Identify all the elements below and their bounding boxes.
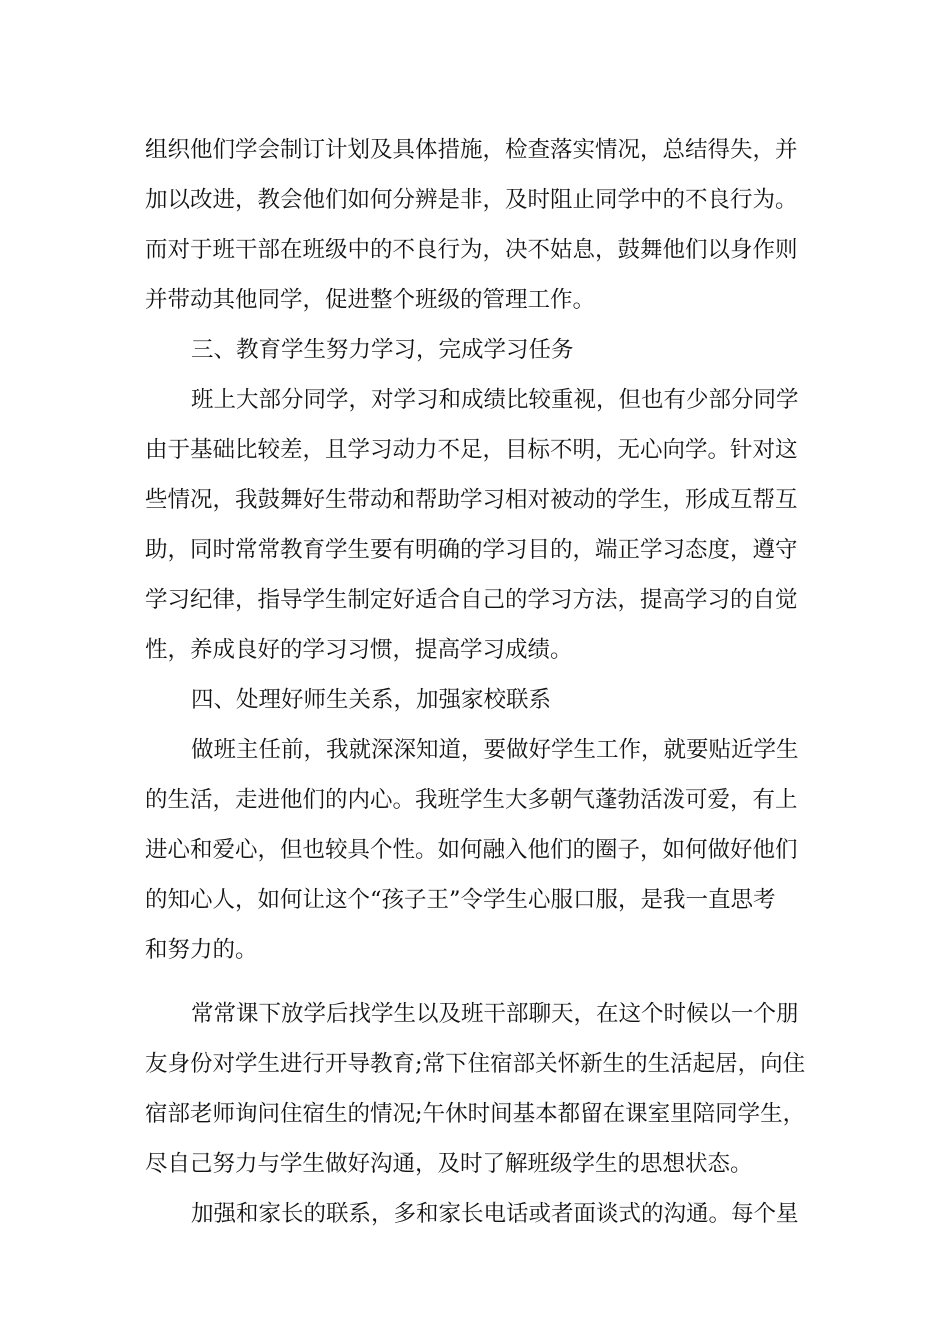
section-heading: 三、教育学生努力学习，完成学习任务 (191, 337, 574, 363)
text-line: 并带动其他同学，促进整个班级的管理工作。 (145, 287, 596, 313)
text-line: 组织他们学会制订计划及具体措施，检查落实情况，总结得失，并 (145, 137, 798, 163)
text-line: 加以改进，教会他们如何分辨是非，及时阻止同学中的不良行为。 (145, 187, 798, 213)
text-line: 的知心人，如何让这个“孩子王”令学生心服口服，是我一直思考 (145, 887, 776, 913)
text-line: 由于基础比较差，且学习动力不足，目标不明，无心向学。针对这 (145, 437, 798, 463)
text-line: 宿部老师询问住宿生的情况;午休时间基本都留在课室里陪同学生， (145, 1101, 806, 1127)
text-line: 友身份对学生进行开导教育;常下住宿部关怀新生的生活起居，向住 (145, 1051, 806, 1077)
text-line: 的生活，走进他们的内心。我班学生大多朝气蓬勃活泼可爱，有上 (145, 787, 798, 813)
text-line: 和努力的。 (145, 937, 258, 963)
text-line: 助，同时常常教育学生要有明确的学习目的，端正学习态度，遵守 (145, 537, 798, 563)
text-line: 加强和家长的联系，多和家长电话或者面谈式的沟通。每个星 (191, 1201, 799, 1227)
text-line: 学习纪律，指导学生制定好适合自己的学习方法，提高学习的自觉 (145, 587, 798, 613)
section-heading: 四、处理好师生关系，加强家校联系 (191, 687, 552, 713)
text-line: 班上大部分同学，对学习和成绩比较重视，但也有少部分同学 (191, 387, 799, 413)
text-line: 而对于班干部在班级中的不良行为，决不姑息，鼓舞他们以身作则 (145, 237, 798, 263)
text-line: 常常课下放学后找学生以及班干部聊天，在这个时候以一个朋 (191, 1001, 799, 1027)
text-line: 性，养成良好的学习习惯，提高学习成绩。 (145, 637, 573, 663)
text-line: 些情况，我鼓舞好生带动和帮助学习相对被动的学生，形成互帮互 (145, 487, 798, 513)
text-line: 进心和爱心，但也较具个性。如何融入他们的圈子，如何做好他们 (145, 837, 798, 863)
text-line: 尽自己努力与学生做好沟通，及时了解班级学生的思想状态。 (145, 1151, 753, 1177)
text-line: 做班主任前，我就深深知道，要做好学生工作，就要贴近学生 (191, 737, 799, 763)
